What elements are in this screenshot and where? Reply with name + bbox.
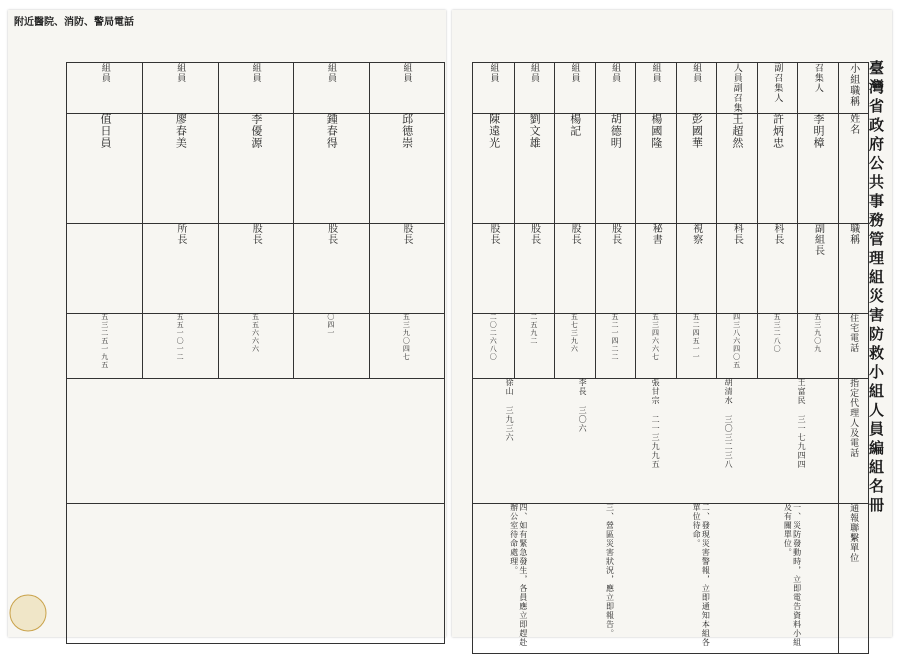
header-notify: 通報聯繫單位 bbox=[848, 503, 859, 563]
member-job: 科長 bbox=[731, 223, 743, 245]
member-phone: 五三九〇四七 bbox=[402, 313, 411, 361]
member-name: 彭國華 bbox=[690, 113, 704, 149]
member-phone: 五三九〇九 bbox=[813, 313, 822, 353]
member-job: 股長 bbox=[609, 223, 621, 245]
member-job: 股長 bbox=[325, 223, 337, 245]
hospital-title: 附近醫院、消防、警局電話 bbox=[14, 17, 134, 28]
member-role: 副召集人 bbox=[772, 63, 783, 103]
library-stamp-icon bbox=[6, 591, 50, 635]
member-name: 劉文雄 bbox=[528, 113, 542, 149]
header-proxy: 指定代理人及電話 bbox=[848, 378, 859, 458]
member-role: 組員 bbox=[99, 63, 110, 83]
proxy-entry: 張甘宗 二一三九九五 bbox=[651, 378, 661, 469]
proxy-entry: 李長 三〇六 bbox=[578, 378, 588, 433]
member-role: 召集人 bbox=[812, 63, 823, 93]
member-role: 組員 bbox=[401, 63, 412, 83]
member-name: 李優源 bbox=[249, 113, 263, 149]
member-name: 李明樟 bbox=[812, 113, 826, 149]
member-role: 組員 bbox=[691, 63, 702, 83]
proxy-entry: 徐山 三九三六 bbox=[505, 378, 515, 442]
member-name: 王超然 bbox=[730, 113, 744, 149]
header-name: 姓名 bbox=[847, 113, 859, 135]
member-name: 值日員 bbox=[99, 113, 113, 149]
header-job: 職稱 bbox=[847, 223, 859, 245]
notify-item: 三、營區災害狀況，應立即報告。 bbox=[605, 503, 615, 638]
member-phone: 五五六六六 bbox=[251, 313, 260, 353]
member-role: 組員 bbox=[528, 63, 539, 83]
left-page bbox=[8, 10, 446, 637]
notify-item: 一、災防發動時，立即電告資料小組及有關單位。 bbox=[783, 503, 802, 647]
member-name: 陳遠光 bbox=[487, 113, 501, 149]
member-phone: 〇四一 bbox=[326, 313, 335, 337]
member-job: 股長 bbox=[401, 223, 413, 245]
member-job: 副組長 bbox=[812, 223, 824, 256]
member-phone: 二五九二 bbox=[529, 313, 538, 345]
member-role: 組員 bbox=[326, 63, 337, 83]
member-job: 股長 bbox=[250, 223, 262, 245]
member-phone: 五七三九六 bbox=[570, 313, 579, 353]
member-name: 許炳忠 bbox=[771, 113, 785, 149]
member-phone: 五五一〇一二 bbox=[176, 313, 185, 361]
member-phone: 五三二八〇 bbox=[773, 313, 782, 353]
member-job: 股長 bbox=[528, 223, 540, 245]
proxy-entry: 胡清水 三〇三二三八 bbox=[724, 378, 734, 469]
header-phone: 住宅電話 bbox=[848, 313, 859, 353]
right-page bbox=[452, 10, 892, 647]
member-phone: 二〇二六八〇 bbox=[489, 313, 498, 361]
member-phone: 五二一四二二 bbox=[610, 313, 619, 361]
member-name: 楊國隆 bbox=[649, 113, 663, 149]
member-phone: 五三二五一九五 bbox=[100, 313, 109, 369]
member-job: 股長 bbox=[488, 223, 500, 245]
member-role: 組員 bbox=[569, 63, 580, 83]
member-role: 組員 bbox=[488, 63, 499, 83]
member-name: 廖春美 bbox=[174, 113, 188, 149]
member-phone: 五三四六六七 bbox=[651, 313, 660, 361]
document-title: 臺灣省政府公共事務管理組災害防救小組人員編組名冊 bbox=[867, 60, 885, 516]
member-job: 科長 bbox=[771, 223, 783, 245]
member-name: 楊記 bbox=[568, 113, 582, 137]
member-phone: 五二四五一一 bbox=[692, 313, 701, 361]
header-role: 小組職稱 bbox=[847, 63, 859, 107]
member-name: 胡德明 bbox=[609, 113, 623, 149]
proxy-entry: 王富民 三一七九四四 bbox=[797, 378, 807, 469]
member-job: 視察 bbox=[690, 223, 702, 245]
member-name: 鍾春得 bbox=[325, 113, 339, 149]
member-job: 所長 bbox=[174, 223, 186, 245]
member-role: 人員副召集 bbox=[731, 63, 742, 113]
member-job: 股長 bbox=[569, 223, 581, 245]
roster-table-left bbox=[66, 62, 445, 644]
member-role: 組員 bbox=[175, 63, 186, 83]
notify-item: 四、如有緊急發生，各員應立即趕赴辦公室待命處理。 bbox=[509, 503, 528, 647]
member-role: 組員 bbox=[250, 63, 261, 83]
member-name: 邱德崇 bbox=[400, 113, 414, 149]
member-phone: 四三八六四〇五 bbox=[732, 313, 741, 369]
roster-table-right bbox=[472, 62, 869, 654]
member-role: 組員 bbox=[650, 63, 661, 83]
member-job: 秘書 bbox=[650, 223, 662, 245]
notify-item: 二、發現災害警報，立即通知本組各單位待命。 bbox=[692, 503, 711, 647]
member-role: 組員 bbox=[610, 63, 621, 83]
